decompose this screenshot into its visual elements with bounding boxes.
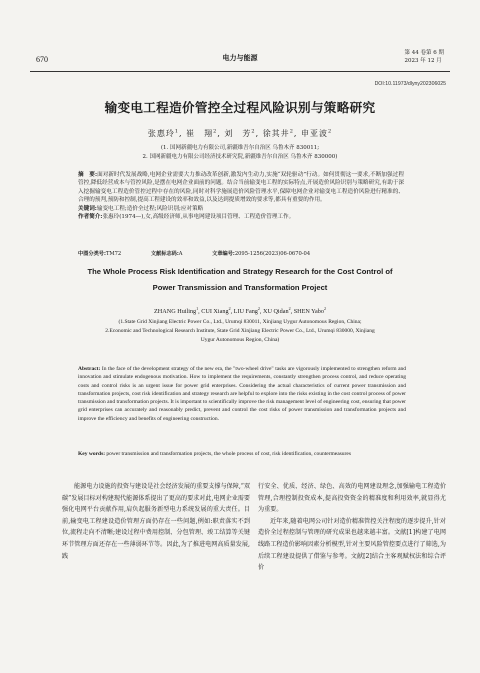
- body-paragraph: 能源电力设施的投资与建设是社会经济发展的重要支撑与保障,“双碳”发展目标对构建现代能源体系提出了更高的要求对此,电网企业需要强化电网平台贡献作用,肩负起服务新型电力系统发展的重大责任。目前,输变电工程建设造价管理方面仍存在一些问题,例如:职责落实不到位,流程走向不清晰;建设过程中费用控制、分包管理、竣工结算等关键环节管理方面还存在一些薄弱环节等。因此,为了推进电网高质量发展,践: [62, 483, 250, 560]
- keywords-paragraph: [78, 205, 404, 213]
- author: LIU Fang: [233, 308, 258, 316]
- page-number: 670: [36, 55, 48, 64]
- author: CUI Xiang: [201, 308, 229, 316]
- abstract-text: 面对新时代发展战略,电网企业需要大力推动改革创新,激发内生动力,实施“双轮驱动”行动。如何贯彻这一要求,不断加强过程管控,降低经营成本与管控风险,是摆在电网企业面前的问题。结合当前输变电工程的实际特点,开展造价风险识别与策略研究,有助于深入挖掘输变电工程造价管控过程中存在的风险,同时对科学施展造价风险管理水平,保障电网企业对输变电工程造价风险进行精准的、合理的预判,预防和控制,提高工程建设的效率和效益,以及达到提质增效的要求等,都具有重要的作用。: [78, 172, 404, 204]
- abstract-paragraph: [78, 171, 404, 205]
- author-affil-mark: 2: [288, 306, 291, 311]
- affiliation-line: Uygur Autonomous Region, China): [200, 337, 280, 343]
- journal-name: 电力与能源: [222, 54, 258, 62]
- keywords-text: power transmission and transformation projects, the whole process of cost, risk identification, countermeasures: [106, 451, 351, 457]
- author: XU Qidan: [262, 308, 289, 316]
- keywords-english: [78, 450, 406, 458]
- author: 崔 翔: [186, 129, 214, 138]
- affiliations-chinese: [0, 144, 480, 162]
- issue-date: 2023 年 12 月: [404, 57, 442, 64]
- author-bio-label: 作者简介:: [78, 214, 103, 221]
- author-affil-mark: 2: [323, 306, 326, 311]
- body-paragraph: 近年来,随着电网公司针对造价精准管控关注程度的逐步提升,针对造价全过程控制与管理的研究成果也越来越丰富。文献[1]构建了电网线路工程造价影响因素分析模型,针对主要风险管控要点进行了筛选,为后续工程建设提供了借鉴与参考。文献[2]结合主客观赋权法和综合评价: [258, 517, 446, 572]
- header-rule: [30, 71, 450, 72]
- keywords-text: 输变电工程;造价全过程;风险识别;应对策略: [96, 205, 204, 212]
- author: ZHANG Huiling: [154, 308, 197, 316]
- author: 刘 芳: [224, 129, 252, 138]
- keywords-label: 关键词:: [78, 205, 97, 212]
- keywords-label: Key words:: [78, 451, 106, 457]
- author-bio-text: 张惠玲(1974—),女,高级经济师,从事电网建设项目管理、工程造价管理工作。: [102, 214, 295, 221]
- author-affil-mark: 2: [228, 306, 231, 311]
- classification-line: [78, 250, 408, 257]
- body-column-left: [62, 481, 250, 562]
- author: SHEN Yabo: [293, 308, 324, 316]
- volume-info: [405, 50, 445, 65]
- body-paragraph: 行安全、优质、经济、绿色、高效的电网建设理念,加强输电工程造价管理,合理控制投资成本,提高投资资金的精准度和利用效率,就显得尤为重要。: [258, 483, 446, 514]
- title-english: [0, 264, 480, 296]
- author-affil-mark: 1: [196, 306, 199, 311]
- title-english-line: Power Transmission and Transformation Project: [152, 283, 328, 292]
- author-affil-mark: 2: [257, 306, 260, 311]
- volume-line: 第 44 卷第 6 期: [404, 50, 444, 56]
- title-chinese: 输变电工程造价管控全过程风险识别与策略研究: [104, 100, 376, 115]
- abstract-english: [78, 365, 406, 423]
- author: 申亚波: [300, 129, 328, 138]
- affiliation-line: (1. 国网新疆电力有限公司,新疆维吾尔自治区 乌鲁木齐 830011;: [160, 145, 320, 151]
- author-affil-mark: 2: [327, 128, 333, 135]
- running-header: [30, 47, 450, 77]
- doi: DOI:10.11973/dlyny202306025: [374, 81, 446, 87]
- author-affil-mark: 1: [174, 128, 180, 135]
- affiliation-line: 2.Economic and Technological Research Institute, State Grid Xinjiang Electric Power Co., Ltd., Urumqi 830000, Xinjiang: [105, 328, 375, 334]
- body-column-right: [258, 481, 446, 574]
- authors-chinese: 张惠玲$^1$, 崔 翔$^2$, 刘 芳$^2$, 徐其井$^2$, 申亚波$^2$: [147, 128, 333, 138]
- abstract-text: In the face of the development strategy of the new era, the "two-wheel drive" tasks are vigorously implemented to strengthen reform and innovation and stimulate endogenous motivation. How to implement the requirements, constantly strengthen process control, and reduce operating costs and control risks is an urgent issue for power grid enterprises. Considering the actual characteristics of current power transmission and transformation projects, cost risk identification and strategy research are helpful to explore into the risks existing in the cost control process of power transmission and transformation projects. It is important to scientifically improve the risk management level of engineering cost, ensuring that power grid enterprises can accurately and reasonably predict, prevent and control the cost risks of power transmission and transformation projects and improve the efficiency and benefits of engineering construction.: [78, 366, 407, 422]
- article-number: 文章编号:2095-1256(2023)06-0670-04: [212, 251, 311, 257]
- document-code: 文献标志码:A: [150, 251, 183, 257]
- clc-number: 中图分类号:TM72: [78, 251, 122, 257]
- author-affil-mark: 2: [251, 128, 256, 135]
- author-affil-mark: 2: [213, 128, 218, 135]
- abstract-chinese: [78, 171, 404, 221]
- title-english-line: The Whole Process Risk Identification and Strategy Research for the Cost Control of: [87, 267, 393, 276]
- abstract-label: Abstract:: [78, 366, 101, 372]
- affiliation-line: (1.State Grid Xinjiang Electric Power Co., Ltd., Urumqi 830011, Xinjiang Uygur Autonomous Region, China;: [118, 319, 362, 325]
- author-bio: [78, 213, 404, 221]
- authors-english: ZHANG Huiling$^1$, CUI Xiang$^2$, LIU Fang$^2$, XU Qidan$^2$, SHEN Yabo$^2$: [154, 306, 326, 316]
- author: 徐其井: [262, 129, 290, 138]
- author-affil-mark: 2: [289, 128, 294, 135]
- abstract-label: 摘 要:: [78, 172, 98, 178]
- author: 张惠玲: [147, 129, 175, 138]
- affiliation-line: 2. 国网新疆电力有限公司经济技术研究院,新疆维吾尔自治区 乌鲁木齐 830000): [142, 154, 338, 160]
- affiliations-english: [20, 318, 460, 345]
